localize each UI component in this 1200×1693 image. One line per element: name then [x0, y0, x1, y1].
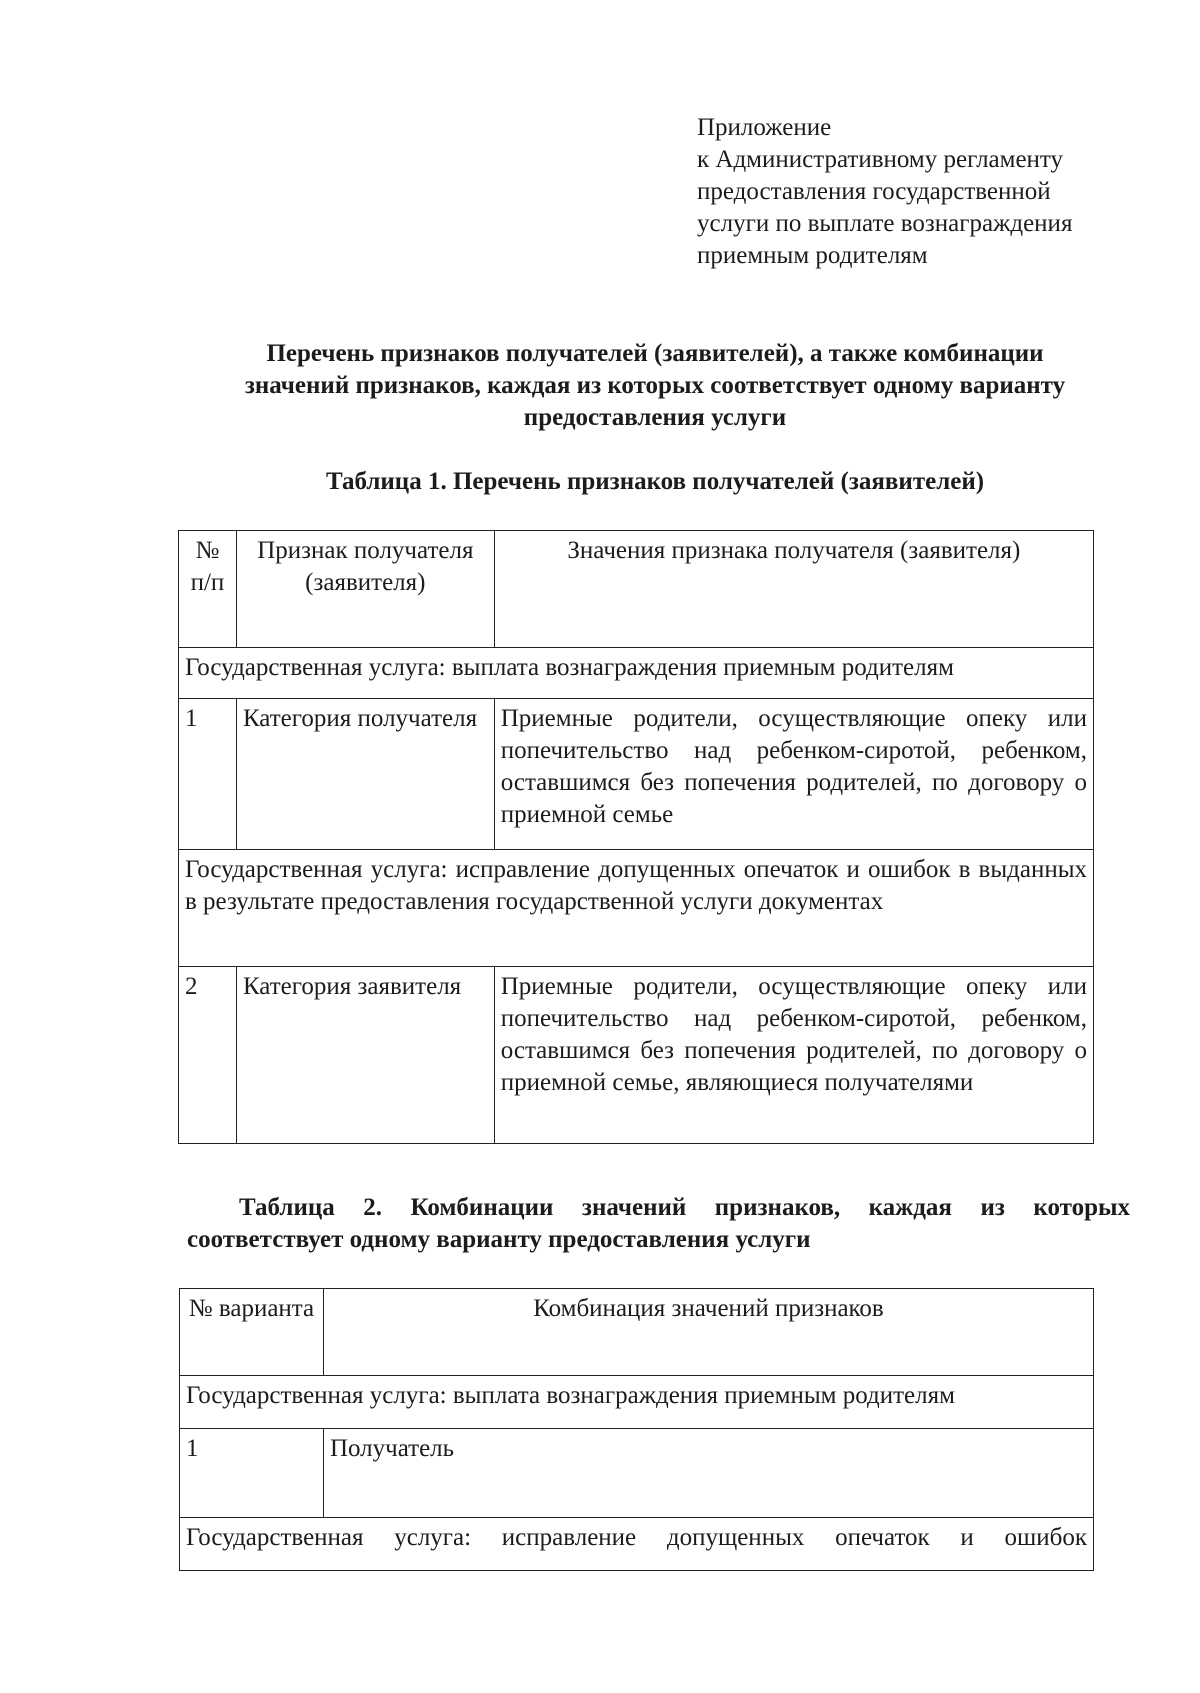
table2-cell-combination: Получатель [323, 1429, 1093, 1518]
table1-header-num: № п/п [179, 531, 237, 648]
table1-service-row [179, 850, 1094, 967]
appendix-block [697, 112, 1072, 272]
table1-cell-value: Приемные родители, осуществляющие опеку или попечительство над ребенком-сиротой, ребенком, оставшимся без попечения родителей, по договору о приемной семье, являющиеся получателями [494, 967, 1093, 1144]
title-line: предоставления услуги [523, 404, 787, 431]
table1-service-title: Государственная услуга: исправление допущенных опечаток и ошибок в выданных в результате предоставления государственной услуги документах [179, 850, 1094, 967]
table2-service-title: Государственная услуга: выплата вознаграждения приемным родителям [180, 1376, 1094, 1429]
table1-cell-attribute: Категория заявителя [236, 967, 494, 1144]
appendix-line: Приложение [697, 114, 832, 141]
table1-service-row [179, 648, 1094, 699]
table1-data-row [179, 699, 1094, 850]
table2-cell-num: 1 [180, 1429, 324, 1518]
title-line: Перечень признаков получателей (заявителей), а также комбинации [266, 340, 1044, 367]
table1-data-row [179, 967, 1094, 1144]
table2-header-combination: Комбинация значений признаков [323, 1289, 1093, 1376]
table2-header-num: № варианта [180, 1289, 324, 1376]
document-title [180, 338, 1130, 434]
table1-header-values: Значения признака получателя (заявителя) [494, 531, 1093, 648]
table2-service-row [180, 1518, 1094, 1571]
title-line: значений признаков, каждая из которых соответствует одному варианту [244, 372, 1066, 399]
appendix-line: приемным родителям [697, 242, 928, 269]
table2-caption-line: соответствует одному варианту предоставления услуги [187, 1226, 811, 1253]
table2-data-row [180, 1429, 1094, 1518]
table1-cell-num: 2 [179, 967, 237, 1144]
table2-header-row [180, 1289, 1094, 1376]
table2 [179, 1288, 1094, 1571]
table1 [178, 530, 1094, 1144]
table2-service-title: Государственная услуга: исправление допущенных опечаток и ошибок [180, 1518, 1094, 1571]
appendix-line: услуги по выплате вознаграждения [697, 210, 1073, 237]
table1-header-row [179, 531, 1094, 648]
table2-service-row [180, 1376, 1094, 1429]
table1-cell-num: 1 [179, 699, 237, 850]
table2-caption [187, 1192, 1130, 1256]
table1-cell-attribute: Категория получателя [236, 699, 494, 850]
table1-service-title: Государственная услуга: выплата вознаграждения приемным родителям [179, 648, 1094, 699]
appendix-line: к Административному регламенту [697, 146, 1064, 173]
appendix-line: предоставления государственной [697, 178, 1051, 205]
table1-header-attribute: Признак получателя (заявителя) [236, 531, 494, 648]
table1-cell-value: Приемные родители, осуществляющие опеку или попечительство над ребенком-сиротой, ребенком, оставшимся без попечения родителей, по договору о приемной семье [494, 699, 1093, 850]
table2-caption-line: Таблица 2. Комбинации значений признаков, каждая из которых [239, 1194, 1130, 1221]
table1-caption: Таблица 1. Перечень признаков получателей (заявителей) [325, 468, 985, 495]
